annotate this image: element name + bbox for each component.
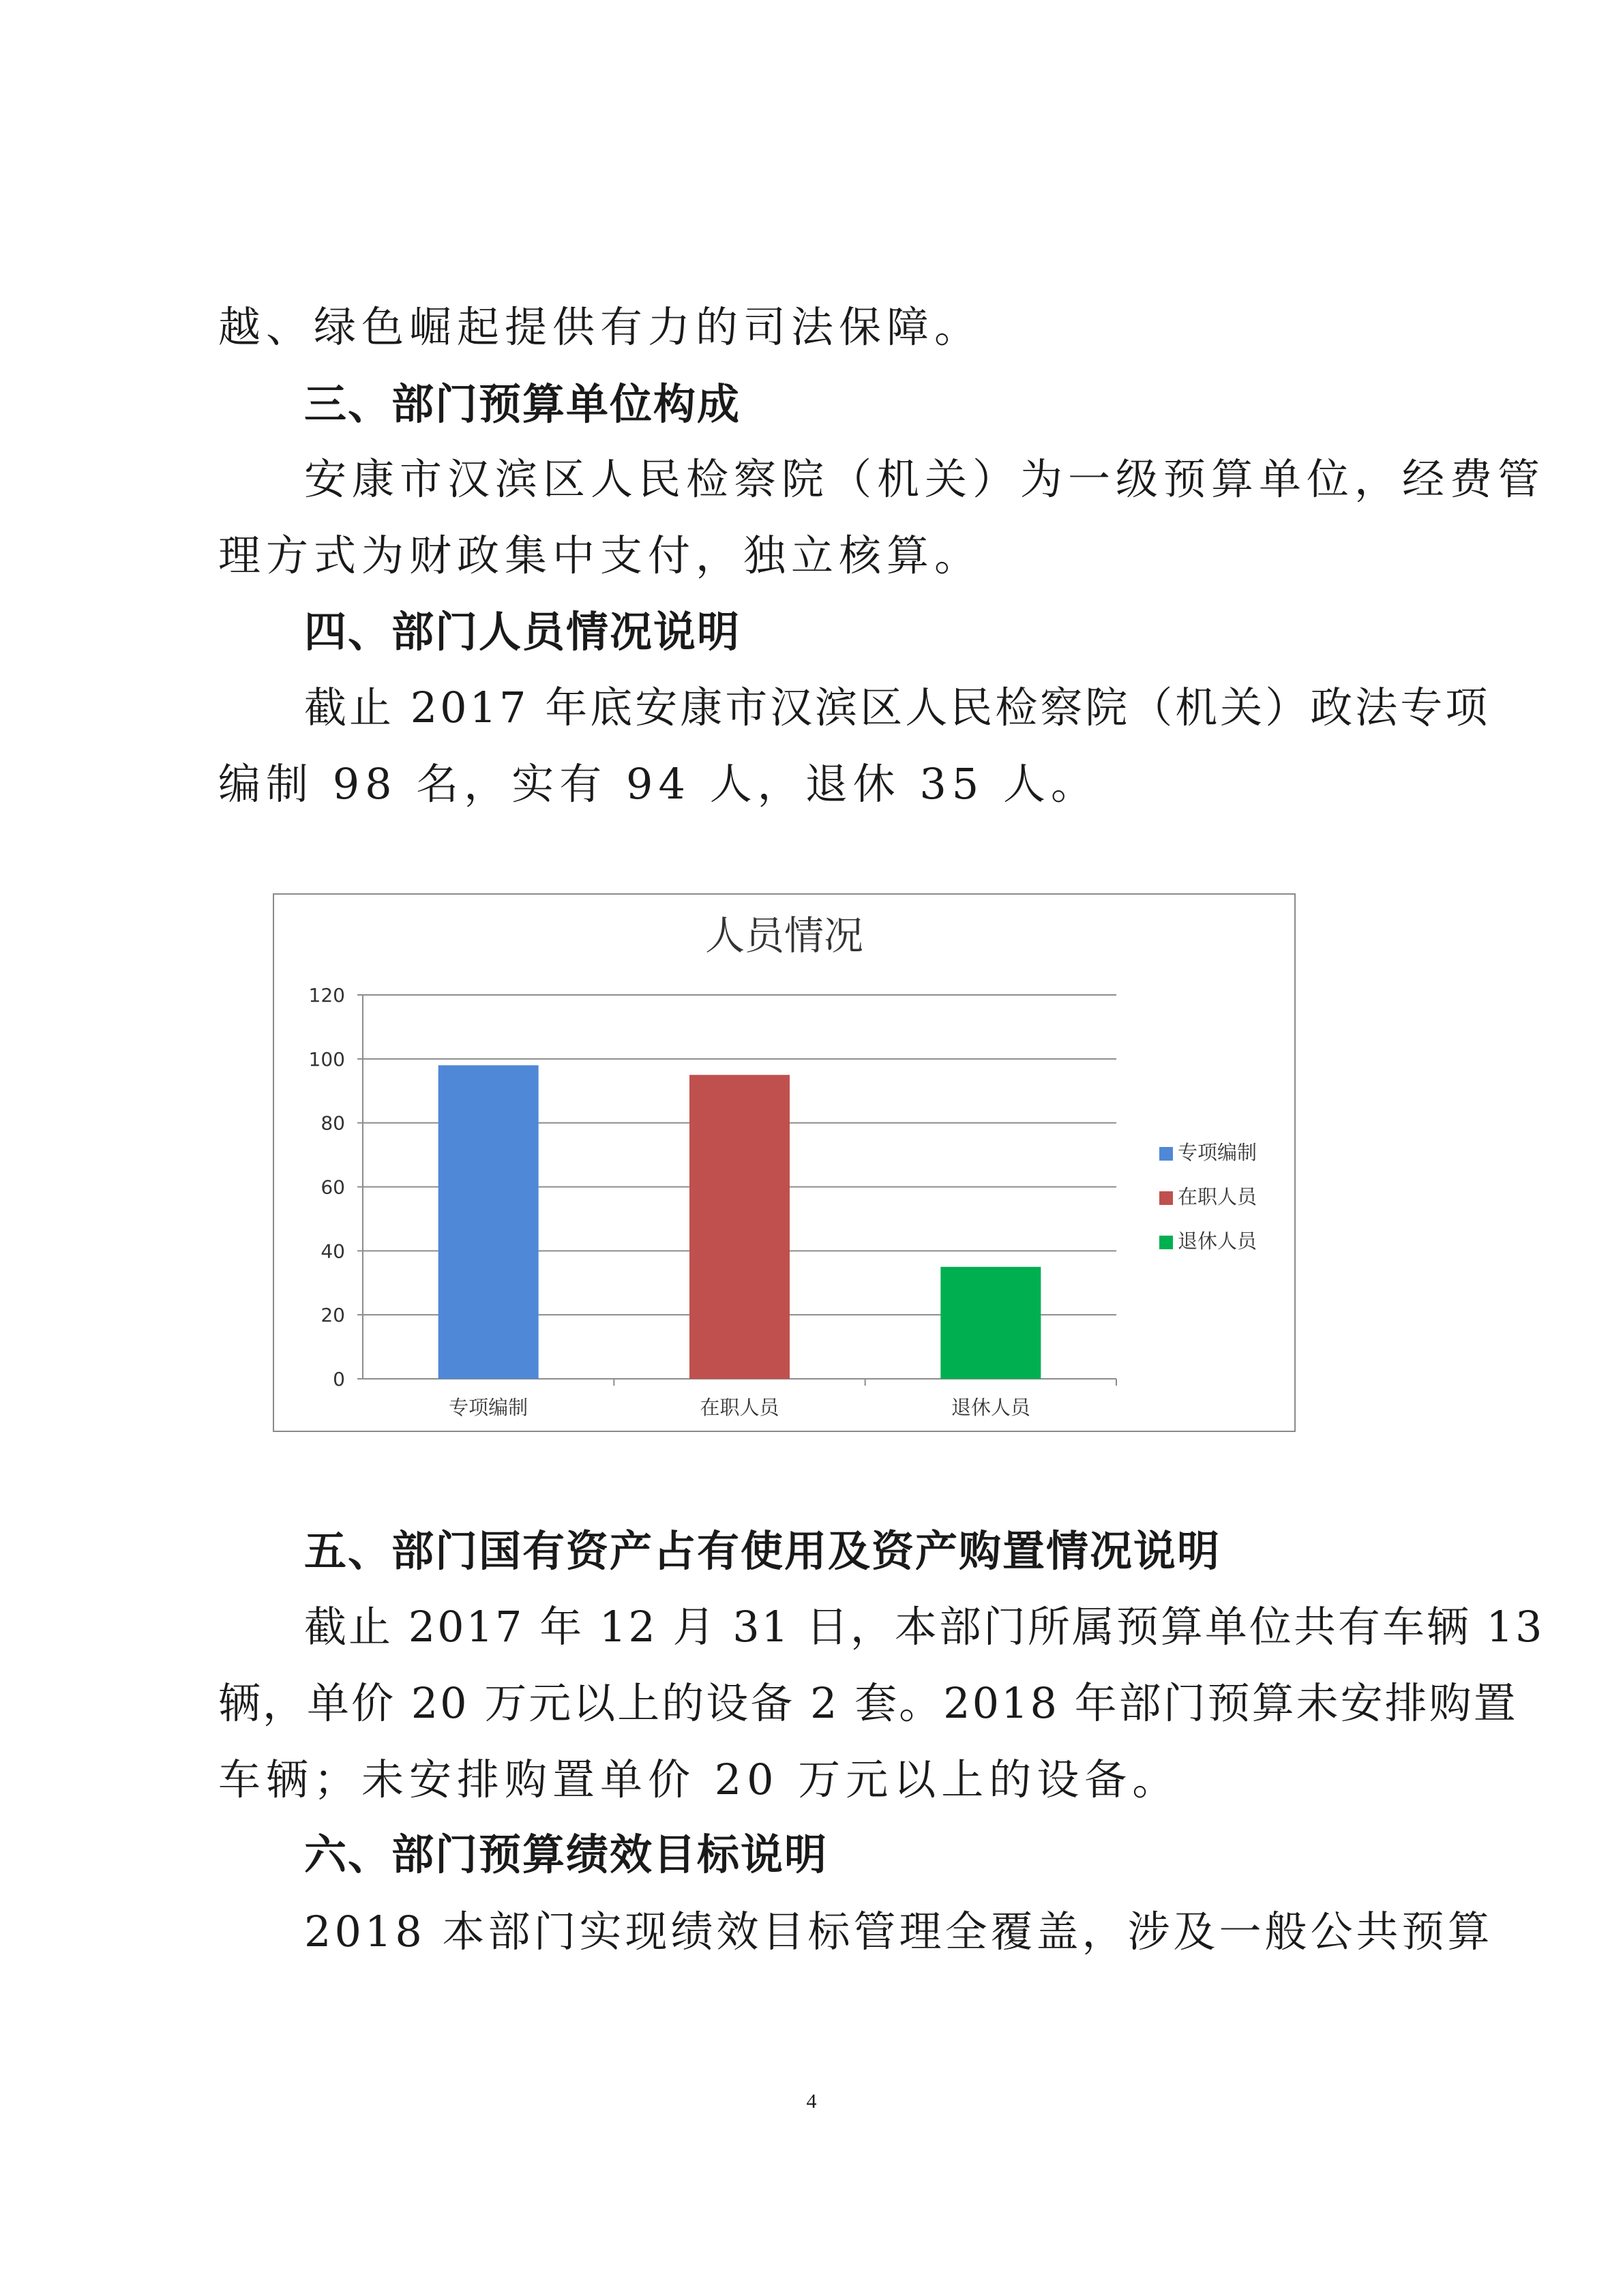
paragraph-line: 2018 本部门实现绩效目标管理全覆盖，涉及一般公共预算 <box>304 1907 1493 1956</box>
section-heading-6: 六、部门预算绩效目标说明 <box>304 1830 829 1879</box>
paragraph-line: 截止 2017 年 12 月 31 日，本部门所属预算单位共有车辆 13 <box>304 1602 1545 1652</box>
legend-swatch-1 <box>1159 1147 1173 1161</box>
paragraph-line: 越、绿色崛起提供有力的司法保障。 <box>218 302 983 352</box>
section-heading-5: 五、部门国有资产占有使用及资产购置情况说明 <box>304 1526 1221 1576</box>
y-tick-label: 60 <box>321 1176 345 1199</box>
legend-label: 在职人员 <box>1178 1185 1257 1208</box>
legend-label: 退休人员 <box>1178 1229 1257 1253</box>
chart-title: 人员情况 <box>704 912 864 959</box>
x-tick-label: 在职人员 <box>700 1396 779 1419</box>
legend-label: 专项编制 <box>1178 1141 1257 1164</box>
legend-swatch-2 <box>1159 1191 1173 1205</box>
paragraph-line: 截止 2017 年底安康市汉滨区人民检察院（机关）政法专项 <box>304 683 1491 732</box>
paragraph-line: 编制 98 名，实有 94 人，退休 35 人。 <box>218 759 1099 809</box>
paragraph-line: 辆，单价 20 万元以上的设备 2 套。2018 年部门预算未安排购置 <box>218 1678 1518 1728</box>
section-heading-4: 四、部门人员情况说明 <box>304 607 741 657</box>
page-number: 4 <box>806 2090 817 2113</box>
section-heading-3: 三、部门预算单位构成 <box>304 379 741 429</box>
y-tick-label: 80 <box>321 1112 345 1135</box>
x-tick-label: 退休人员 <box>951 1396 1030 1419</box>
y-tick-label: 120 <box>308 984 345 1007</box>
bar-1 <box>438 1065 539 1379</box>
y-tick-label: 20 <box>321 1304 345 1327</box>
paragraph-line: 安康市汉滨区人民检察院（机关）为一级预算单位，经费管 <box>304 454 1546 504</box>
y-tick-label: 40 <box>321 1240 345 1263</box>
bar-chart <box>274 895 1294 1431</box>
x-tick-label: 专项编制 <box>449 1396 528 1419</box>
staff-chart <box>273 893 1296 1432</box>
y-tick-label: 100 <box>308 1047 345 1071</box>
paragraph-line: 理方式为财政集中支付，独立核算。 <box>218 531 983 580</box>
y-tick-label: 0 <box>333 1368 345 1390</box>
bar-3 <box>940 1267 1041 1379</box>
legend-swatch-3 <box>1159 1236 1173 1249</box>
paragraph-line: 车辆；未安排购置单价 20 万元以上的设备。 <box>218 1755 1180 1804</box>
bar-2 <box>689 1075 790 1379</box>
